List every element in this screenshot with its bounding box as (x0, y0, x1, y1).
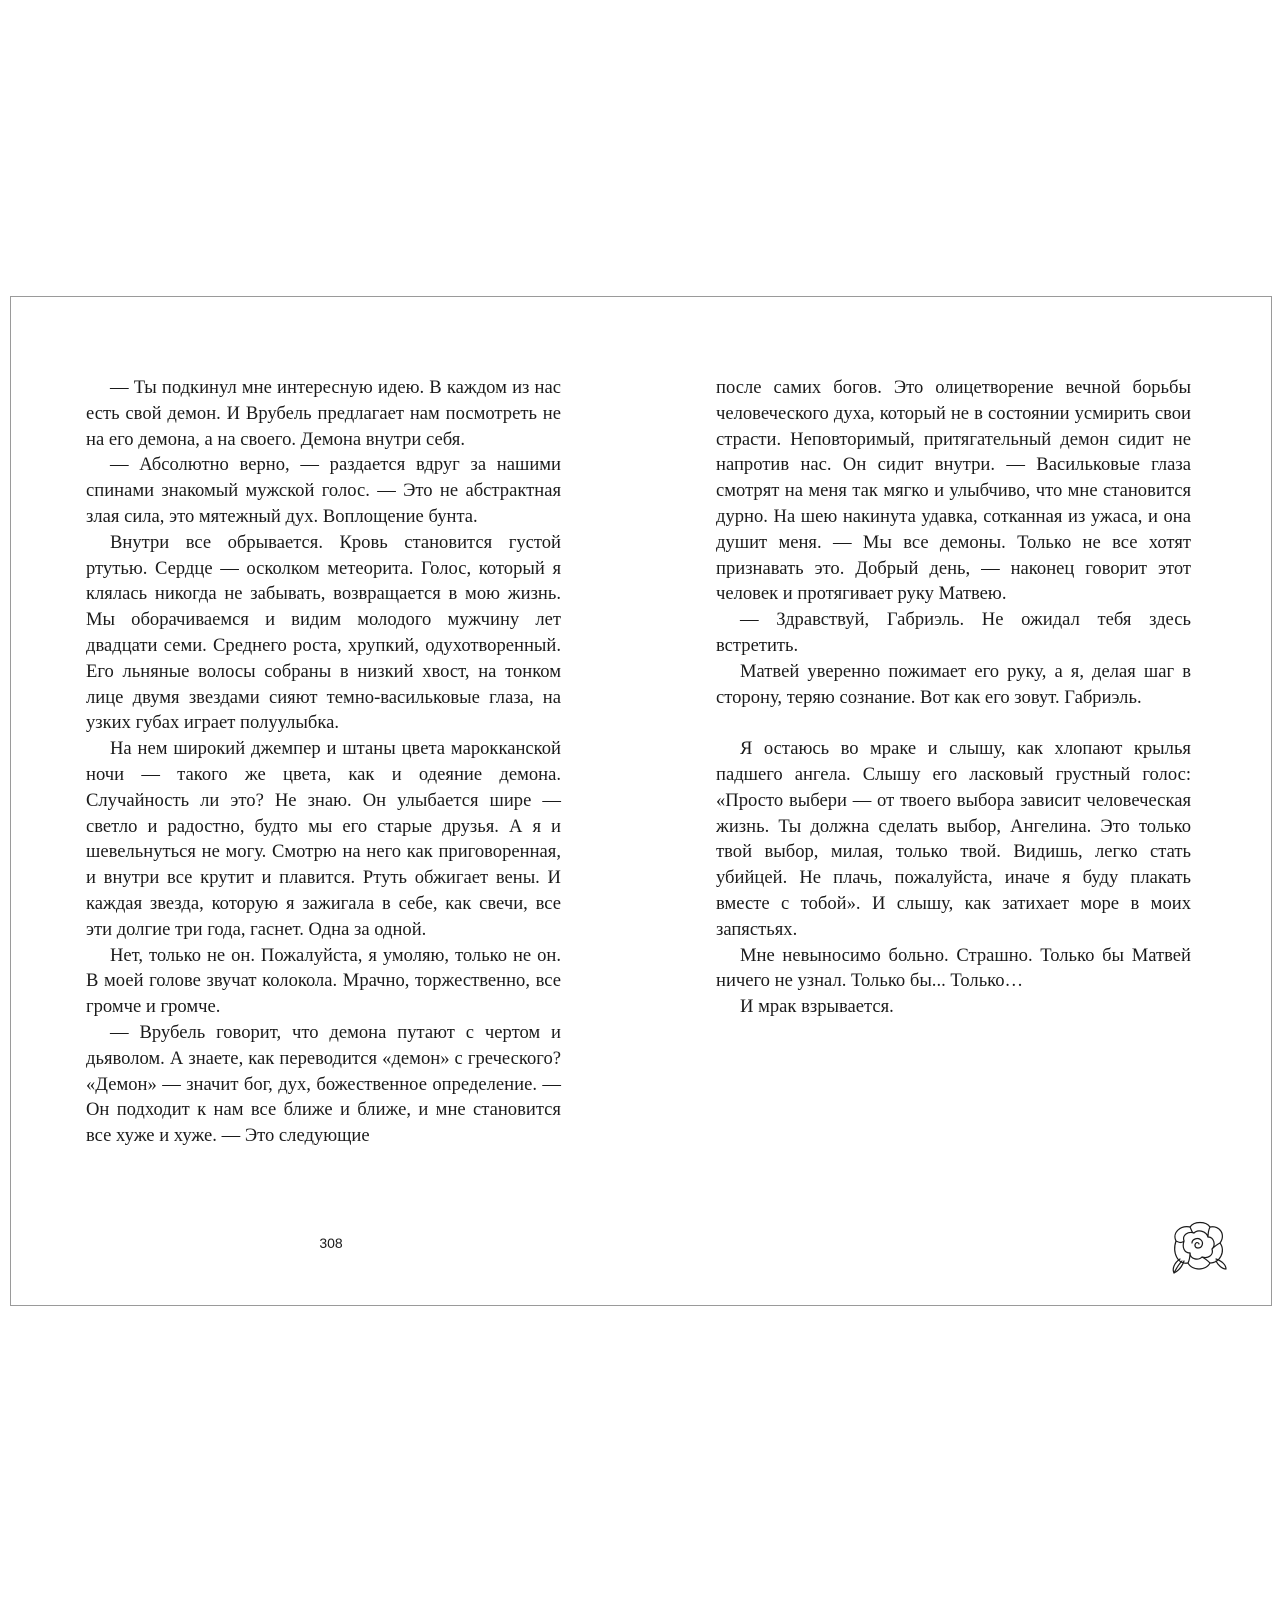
left-page-text (86, 375, 561, 1149)
paragraph: И мрак взрывается. (740, 996, 894, 1018)
paragraph-section-start: Я остаюсь во мраке и слышу, как хлопают крылья падшего ангела. Слышу его ласковый грустный голос: «Просто выбери — от твоего выбора зависит человеческая жизнь. Ты должна сделать выбор, Ангелина. Это только твой выбор, милая, только твой. Видишь, легко стать убийцей. Не плачь, пожалуйста, иначе я буду плакать вместе с тобой». И слышу, как затихает море в моих запястьях. (716, 738, 1191, 940)
paragraph-continued: после самих богов. Это олицетворение вечной борьбы человеческого духа, который не в состоянии усмирить свои страсти. Неповторимый, притягательный демон сидит не напротив нас. Он сидит внутри. — Васильковые глаза смотрят на меня так мягко и улыбчиво, что мне становится дурно. На шею накинута удавка, сотканная из ужаса, и она душит меня. — Мы все демоны. Только не все хотят признавать это. Добрый день, — наконец говорит этот человек и протягивает руку Матвею. (716, 377, 1191, 605)
paragraph: — Абсолютно верно, — раздается вдруг за нашими спинами знакомый мужской голос. — Это не абстрактная злая сила, это мятежный дух. Воплощение бунта. (86, 454, 561, 527)
page-number: 308 (319, 1235, 343, 1251)
book-spread (10, 296, 1272, 1306)
rose-ornament-icon (1166, 1215, 1230, 1279)
right-page-text (716, 375, 1191, 1020)
paragraph: Внутри все обрывается. Кровь становится густой ртутью. Сердце — осколком метеорита. Голос, который я клялась никогда не забывать, возвращается в мою жизнь. Мы оборачиваемся и видим молодого мужчину лет двадцати семи. Среднего роста, хрупкий, одухотворенный. Его льняные волосы собраны в низкий хвост, на тонком лице двумя звездами сияют темно-васильковые глаза, на узких губах играет полуулыбка. (86, 531, 561, 734)
paragraph: — Ты подкинул мне интересную идею. В каждом из нас есть свой демон. И Врубель предлагает нам посмотреть не на его демона, а на своего. Демона внутри себя. (86, 377, 561, 450)
paragraph: Нет, только не он. Пожалуйста, я умоляю, только не он. В моей голове звучат колокола. Мрачно, торжественно, все громче и громче. (86, 944, 561, 1018)
paragraph: Матвей уверенно пожимает его руку, а я, делая шаг в сторону, теряю сознание. Вот как его зовут. Габриэль. (716, 660, 1191, 708)
paragraph: — Здравствуй, Габриэль. Не ожидал тебя здесь встретить. (716, 609, 1191, 656)
paragraph: На нем широкий джемпер и штаны цвета марокканской ночи — такого же цвета, как и одеяние демона. Случайность ли это? Не знаю. Он улыбается шире — светло и радостно, будто мы его старые друзья. А я и шевельнуться не могу. Смотрю на него как приговоренная, и внутри все крутит и плавится. Ртуть обжигает вены. И каждая звезда, которую я зажигала в себе, как свечи, все эти долгие три года, гаснет. Одна за одной. (86, 738, 561, 940)
paragraph: — Врубель говорит, что демона путают с чертом и дьяволом. А знаете, как переводится «демон» с греческого? «Демон» — значит бог, дух, божественное определение. — Он подходит к нам все ближе и ближе, и мне становится все хуже и хуже. — Это следующие (86, 1021, 561, 1147)
paragraph: Мне невыносимо больно. Страшно. Только бы Матвей ничего не узнал. Только бы... Только… (716, 944, 1191, 992)
